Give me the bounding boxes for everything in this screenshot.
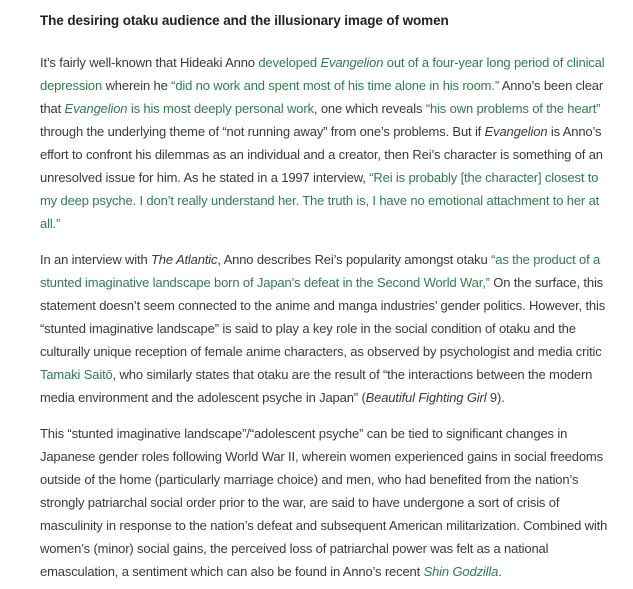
link-shin-godzilla[interactable] xyxy=(423,564,502,579)
text: is Anno’s effort to confront his dilemmas as an individual and a creator, then Rei’s character is something of an unresolved issue for him. As he stated in a 1997 interview, xyxy=(40,124,603,185)
text: It’s fairly well-known that Hideaki Anno xyxy=(40,55,259,70)
section-heading: The desiring otaku audience and the illusionary image of women xyxy=(40,13,449,28)
text: . xyxy=(498,564,502,579)
link-text-italic: Evangelion xyxy=(320,55,384,70)
link-text: developed xyxy=(258,55,321,70)
link-problems-of-heart[interactable]: “his own problems of the heart” xyxy=(425,101,601,116)
text: In an interview with xyxy=(40,252,152,267)
text: wherein he xyxy=(102,78,172,93)
text: , who similarly states that otaku are the result of “the interactions between the modern media environment and the adolescent psyche in Japan” ( xyxy=(40,367,593,405)
text: 9). xyxy=(486,390,505,405)
link-quote-did-no-work[interactable]: “did no work and spent most of his time alone in his room.” xyxy=(171,78,500,93)
link-stunted-landscape-quote[interactable]: “as the product of a stunted imaginative landscape born of Japan’s defeat in the Second World War,” xyxy=(40,252,601,290)
link-tamaki-saito[interactable]: Tamaki Saitō xyxy=(40,367,113,382)
italic-text: The Atlantic xyxy=(151,252,218,267)
link-personal-work[interactable] xyxy=(65,101,314,116)
text: , Anno describes Rei’s popularity amongst otaku xyxy=(217,252,492,267)
text: This “stunted imaginative landscape”/“adolescent psyche” can be tied to significant changes in Japanese gender roles following World War II, wherein women experienced gains in social freedoms outside of the home (particularly marriage choice) and men, who had benefited from the nation’s strongly patriarchal social order prior to the war, are said to have undergone a sort of crisis of masculinity in response to the nation’s defeat and subsequent American militarization. Combined with women’s (minor) social gains, the perceived loss of patriarchal power was felt as a national emasculation, a sentiment which can also be found in Anno’s recent xyxy=(40,426,608,579)
italic-text: Evangelion xyxy=(484,124,548,139)
paragraph-3 xyxy=(40,422,613,583)
italic-text: Beautiful Fighting Girl xyxy=(365,390,487,405)
link-rei-quote[interactable]: “Rei is probably [the character] closest to my deep psyche. I don’t really understand her. The truth is, I have no emotional attachment to her at all.” xyxy=(40,170,600,231)
paragraph-1 xyxy=(40,51,613,235)
text: On the surface, this statement doesn’t seem connected to the anime and manga industries’ gender politics. However, this “stunted imaginative landscape” is said to play a key role in the social condition of otaku and the culturally unique reception of female anime characters, as observed by psychologist and media critic xyxy=(40,275,606,359)
link-text: is his most deeply personal work xyxy=(127,101,314,116)
link-text-italic: Evangelion xyxy=(64,101,128,116)
paragraph-2 xyxy=(40,248,613,409)
link-text: out of a four-year long period of clinical depression xyxy=(40,55,605,93)
text: , one which reveals xyxy=(313,101,426,116)
text: through the underlying theme of “not running away” from one’s problems. But if xyxy=(40,124,485,139)
text: Anno’s been clear that xyxy=(40,78,604,116)
link-text-italic: Shin Godzilla xyxy=(423,564,499,579)
